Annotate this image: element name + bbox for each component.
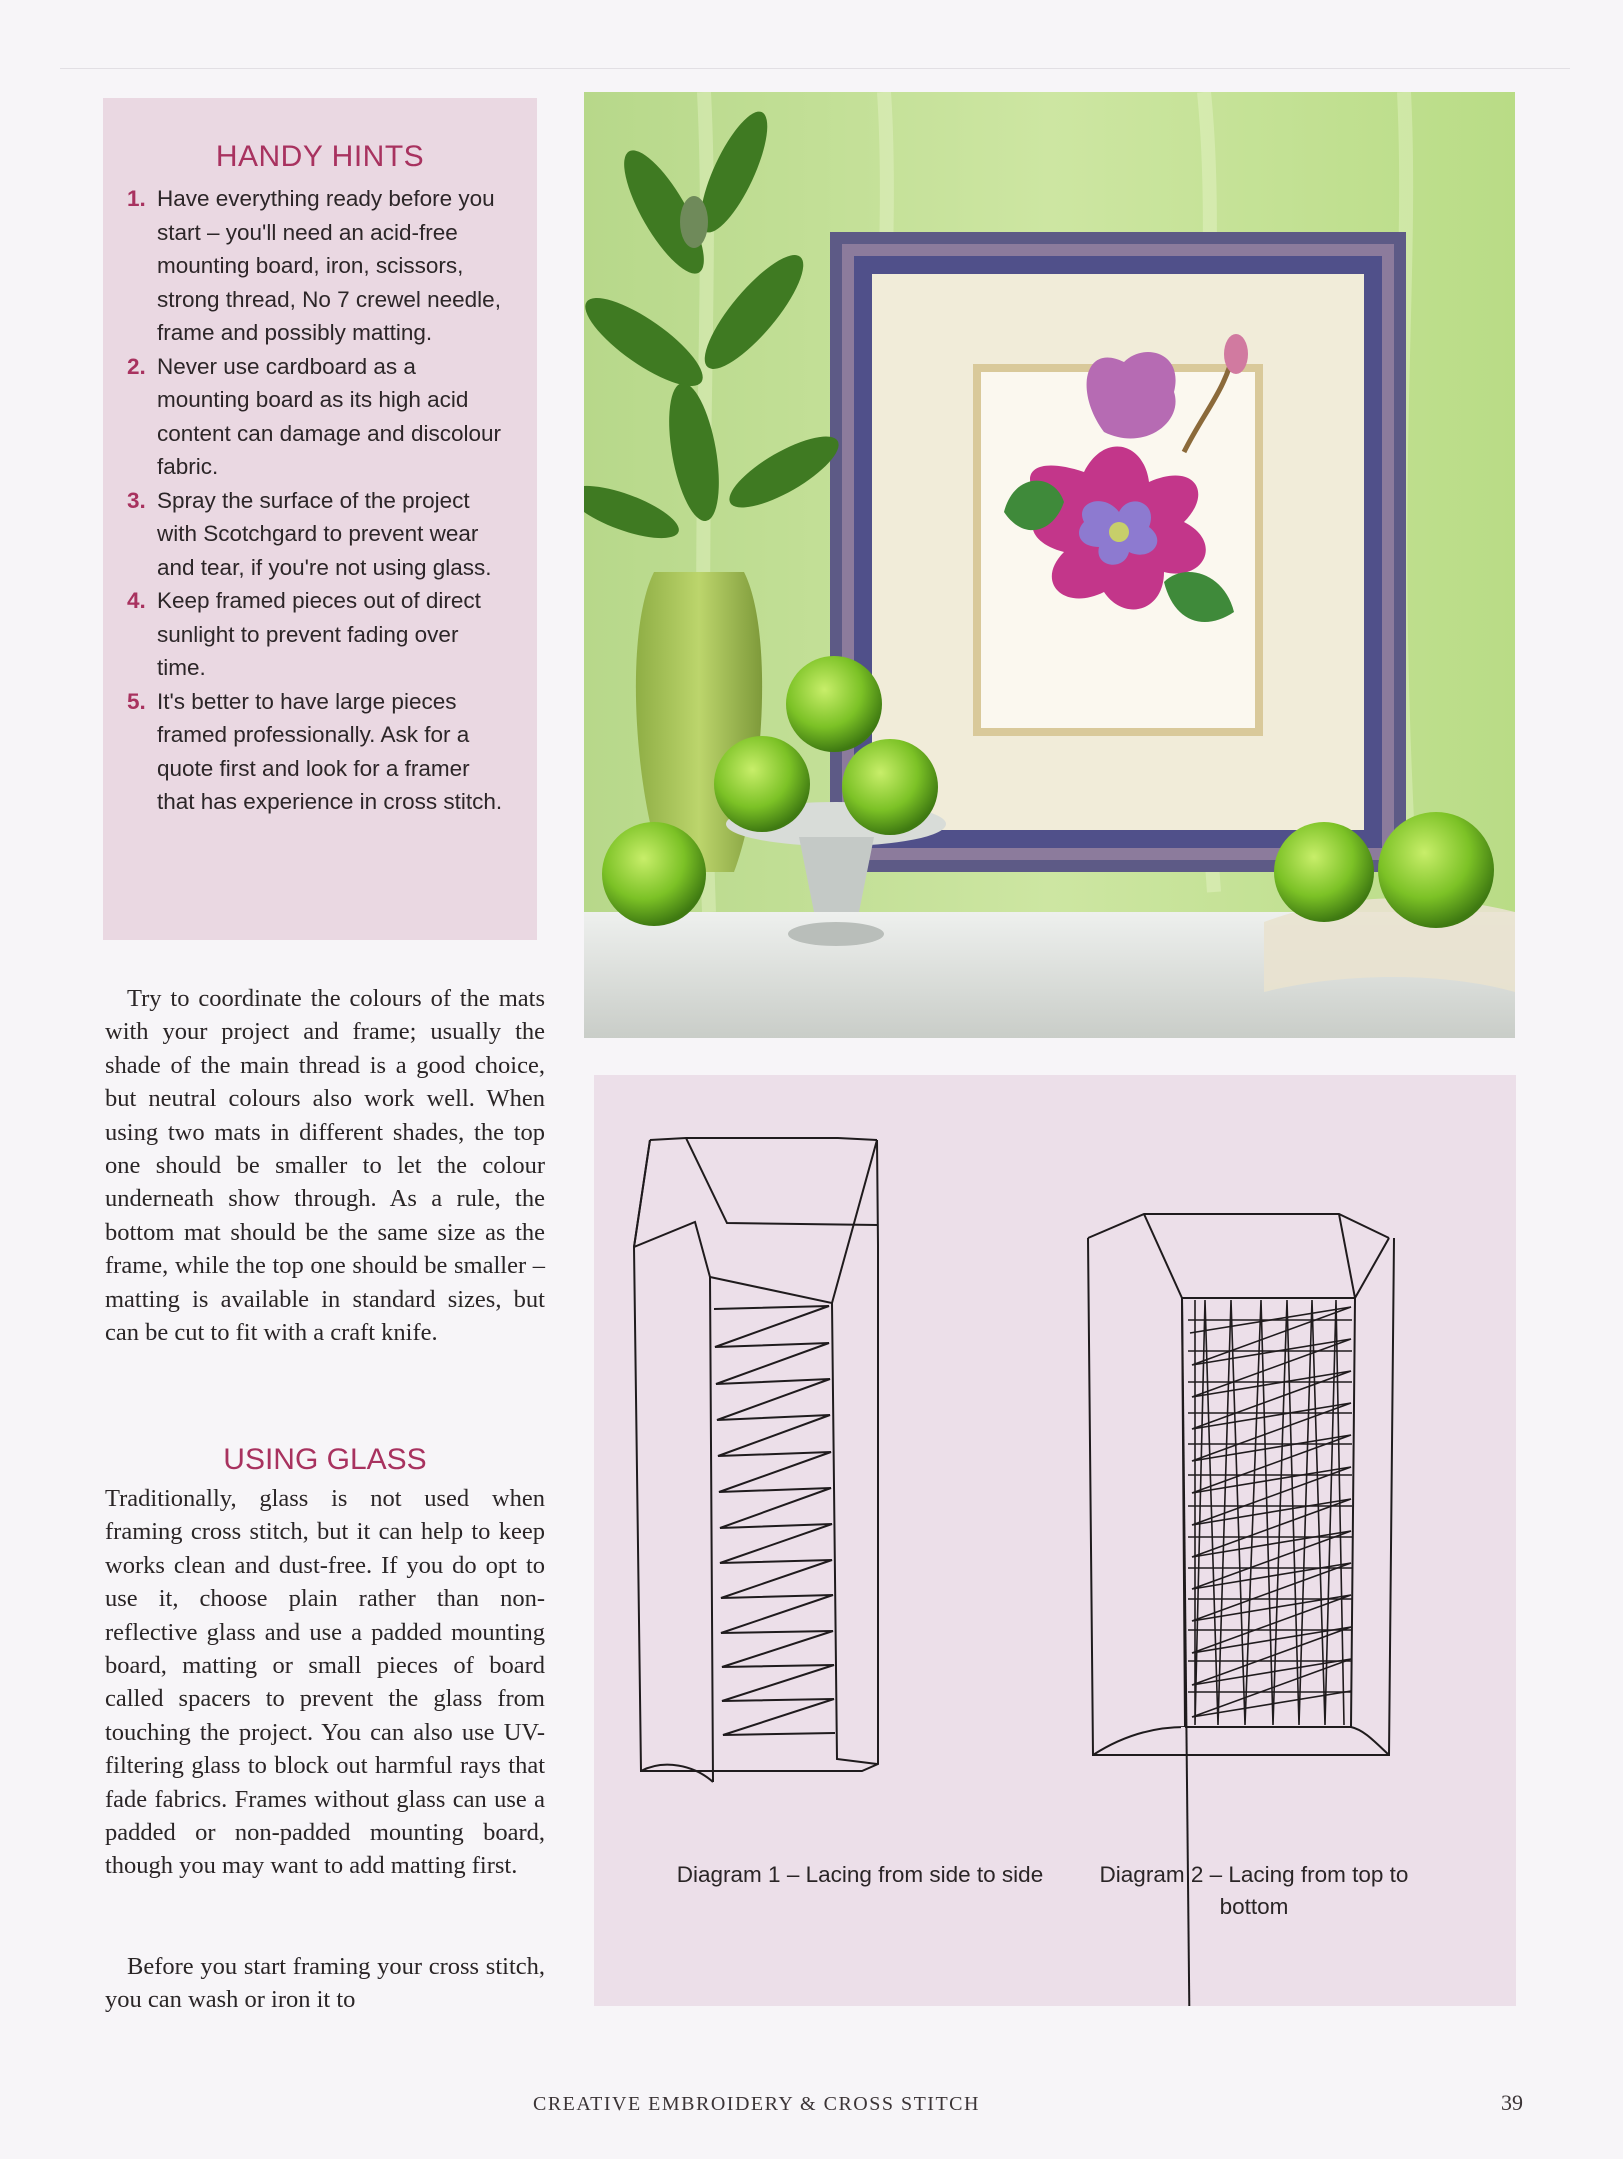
hint-item: 3. Spray the surface of the project with Scotchgard to prevent wear and tear, if you're not using glass. xyxy=(127,487,492,580)
hints-title: HANDY HINTS xyxy=(215,140,425,173)
hint-item: 5. It's better to have large pieces framed professionally. Ask for a quote first and look for a framer that has experience in cross stitch. xyxy=(127,688,503,814)
diagram-1-caption: Diagram 1 – Lacing from side to side xyxy=(676,1862,1044,1887)
mats-paragraph: Try to coordinate the colours of the mats with your project and frame; usually the shade of the main thread is a good choice, but neutral colours also work well. When using two mats in different shades, the top one should be smaller to let the colour underneath show through. As a rule, the bottom mat should be the same size as the frame, while the top one should be smaller – matting is available in standard sizes, but can be cut to fit with a craft knife. xyxy=(105,985,545,1347)
before-framing-paragraph: Before you start framing your cross stitch, you can wash or iron it to xyxy=(105,1953,545,2014)
hint-item: 4. Keep framed pieces out of direct sunlight to prevent fading over time. xyxy=(127,588,481,680)
framed-magnolia-photo xyxy=(584,92,1515,1038)
magazine-title: CREATIVE EMBROIDERY & CROSS STITCH xyxy=(533,2093,980,2115)
diagram-1-lacing-side-to-side xyxy=(634,1138,878,1782)
handy-hints-panel xyxy=(103,98,537,940)
lacing-diagrams-panel xyxy=(594,1075,1516,2006)
top-rule xyxy=(60,68,1570,69)
hint-item: 2. Never use cardboard as a mounting board as its high acid content can damage and discolour fabric. xyxy=(127,353,501,479)
photo-illustration xyxy=(584,92,1515,1038)
page-number: 39 xyxy=(1501,2090,1523,2115)
using-glass-heading: USING GLASS xyxy=(223,1443,427,1476)
hint-item: 1. Have everything ready before you start – you'll need an acid-free mounting board, iron, scissors, strong thread, No 7 crewel needle, frame and possibly matting. xyxy=(127,186,501,345)
glass-paragraph: Traditionally, glass is not used when framing cross stitch, but it can help to keep works clean and dust-free. If you do opt to use it, choose plain rather than non-reflective glass and use a padded mounting board, matting or small pieces of board called spacers to prevent the glass from touching the project. You can also use UV-filtering glass to block out harmful rays that fade fabrics. Frames without glass can use a padded or non-padded mounting board, though you may want to add matting first. xyxy=(105,1485,545,1880)
diagram-2-caption: Diagram 2 – Lacing from top to bottom xyxy=(1099,1862,1409,1919)
hints-list xyxy=(127,182,513,819)
